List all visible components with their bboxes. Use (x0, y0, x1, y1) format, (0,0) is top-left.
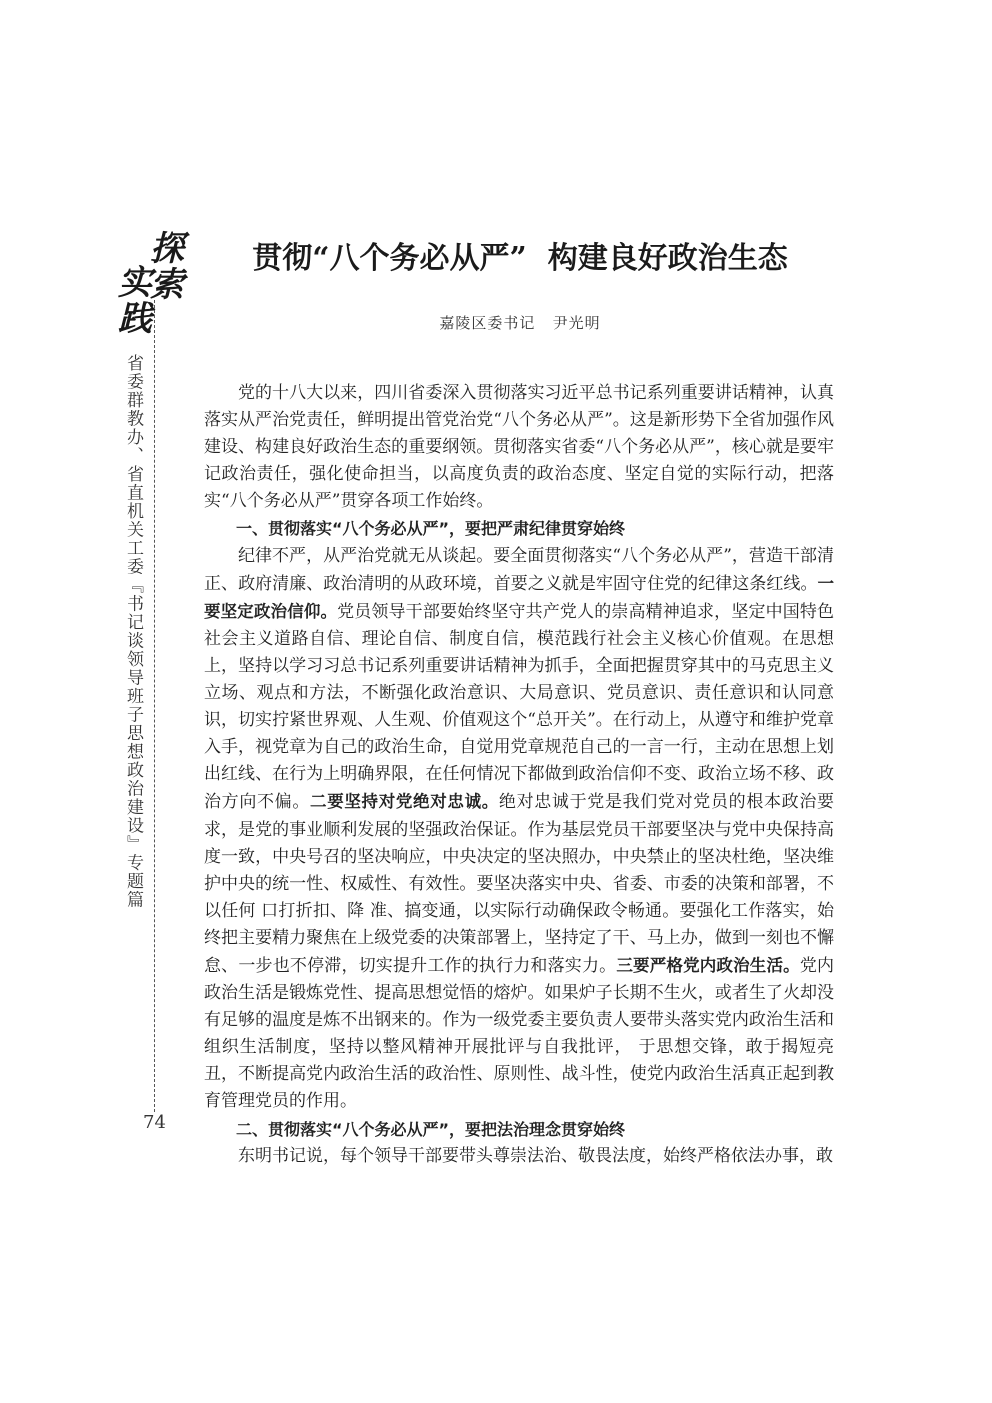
section-heading: 一、贯彻落实“八个务必从严”，要把严肃纪律贯穿始终 (236, 519, 626, 539)
logo-char: 索 (150, 265, 184, 305)
section-heading: 二、贯彻落实“八个务必从严”，要把法治理念贯穿始终 (236, 1119, 626, 1139)
logo-char: 实 (118, 263, 152, 303)
article-author: 嘉陵区委书记 尹光明 (439, 314, 601, 332)
article-title: 贯彻“八个务必从严” 构建良好政治生态 (252, 241, 788, 276)
point-label: 二要坚持对党绝对忠诚。 (310, 792, 499, 812)
paragraph-text: 绝对忠诚于党是我们党对党员的根本政治要求，是党的事业顺利发展的坚强政治保证。作为基层党员干部要坚决与党中央保持高度一致，中央号召的坚决响应，中央决定的坚决照办，中央禁止的坚决杜绝，坚决维护中央的统一性、权威性、有效性。要坚决落实中央、省委、市委的决策和部署，不以任何 口打折扣、降 准、搞变通，以实际行动确保政令畅通。要强化工作落实，始终把主要精力聚焦在上级党委的决策部署上，坚持定了干、马上办，做到一刻也不懈怠、一步也不停滞，切实提升工作的执行力和落实力。 (204, 792, 835, 976)
section-paragraph: 东明书记说，每个领导干部要带头尊崇法治、敬畏法度，始终严格依法办事，敢 (238, 1145, 833, 1166)
section-paragraph (204, 543, 834, 1116)
paragraph-text: 纪律不严，从严治党就无从谈起。要全面贯彻落实“八个务必从严”，营造干部清正、政府清廉、政治清明的从政环境，首要之义就是牢固守住党的纪律这条红线。 (204, 545, 834, 594)
logo-char: 践 (118, 299, 152, 339)
page-number: 74 (143, 1112, 166, 1133)
article-body (204, 380, 834, 1170)
intro-paragraph: 党的十八大以来，四川省委深入贯彻落实习近平总书记系列重要讲话精神，认真落实从严治党责任，鲜明提出管党治党“八个务必从严”。这是新形势下全省加强作风建设、构建良好政治生态的重要纲领。贯彻落实省委“八个务必从严”，核心就是要牢记政治责任，强化使命担当，以高度负责的政治态度、坚定自觉的实际行动，把落实“八个务必从严”贯穿各项工作始终。 (204, 383, 834, 512)
paragraph-text: 党内政治生活是锻炼党性、提高思想觉悟的熔炉。如果炉子长期不生火，或者生了火却没有足够的温度是炼不出钢来的。作为一级党委主要负责人要带头落实党内政治生活和组织生活制度，坚持以整风精神开展批评与自我批评， 于思想交锋，敢于揭短亮丑，不断提高党内政治生活的政治性、原则性、战斗性，使党内政治生活真正起到教育管理党员的作用。 (204, 955, 835, 1112)
logo-char: 探 (150, 229, 184, 269)
column-logo (112, 230, 202, 342)
margin-divider (154, 300, 155, 1112)
column-label: 省委群教办、省直机关工委『书记谈领导班子思想政治建设』专题篇 (123, 354, 143, 909)
paragraph-text: 党员领导干部要始终坚守共产党人的崇高精神追求，坚定中国特色社会主义道路自信、理论自信、制度自信，模范践行社会主义核心价值观。在思想上，坚持以学习习总书记系列重要讲话精神为抓手，全面把握贯穿其中的马克思主义立场、观点和方法，不断强化政治意识、大局意识、党员意识、责任意识和认同意识，切实拧紧世界观、人生观、价值观这个“总开关”。在行动上，从遵守和维护党章入手，视党章为自己的政治生命，自觉用党章规范自己的一言一行，主动在思想上划出红线、在行为上明确界限，在任何情况下都做到政治信仰不变、政治立场不移、政治方向不偏。 (204, 601, 835, 813)
point-label: 三要严格党内政治生活。 (616, 955, 800, 975)
point-label: 一要坚定政治信仰。 (204, 573, 834, 621)
